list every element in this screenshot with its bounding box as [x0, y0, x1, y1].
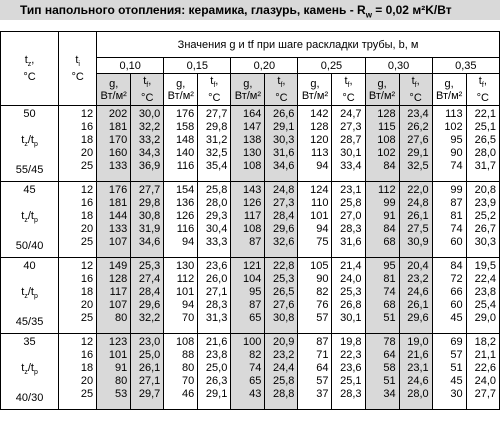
value-column: 18,2 21,1 22,6 24,0 27,7	[466, 334, 499, 410]
table-title	[0, 0, 500, 20]
value-column: 124 110 101 94 75	[298, 182, 332, 258]
tf-unit-header: $t_f$, °C	[399, 74, 432, 106]
block-ti: 12 16 18 20 25	[59, 258, 97, 334]
value-column: 26,6 29,1 30,3 31,6 34,6	[265, 106, 298, 182]
tf-unit-header: $t_f$, °C	[131, 74, 164, 106]
value-column: 105 90 82 76 57	[298, 258, 332, 334]
value-column: 22,1 25,1 26,5 28,0 31,7	[466, 106, 499, 182]
spacing-3: 0,25	[298, 58, 365, 74]
tf-unit-header: $t_f$, °C	[265, 74, 298, 106]
block-ti: 12 16 18 20 25	[59, 182, 97, 258]
block-tz	[1, 258, 59, 334]
tz-label: $t_z$, °C	[23, 53, 36, 84]
value-column: 19,5 22,4 23,8 25,4 29,0	[466, 258, 499, 334]
tz-value: 40	[23, 260, 36, 272]
value-column: 149 128 117 107 80	[97, 258, 131, 334]
value-column: 23,0 25,0 26,1 27,1 29,7	[131, 334, 164, 410]
title-main: Тип напольного отопления: керамика, глазурь, камень - R	[20, 3, 366, 17]
g-unit-header: g, Вт/м²	[231, 74, 265, 106]
value-column: 154 136 126 116 94	[164, 182, 198, 258]
value-column: 22,0 24,8 26,1 27,5 30,9	[399, 182, 432, 258]
value-column: 25,8 28,0 29,3 30,4 33,3	[198, 182, 231, 258]
value-column: 20,9 23,2 24,4 25,8 28,8	[265, 334, 298, 410]
g-unit-header: g, Вт/м²	[298, 74, 332, 106]
tzp-value: 45/35	[15, 316, 44, 329]
value-column: 21,6 23,8 25,0 26,3 29,1	[198, 334, 231, 410]
spacing-caption: Значения g и tf при шаге раскладки трубы, b, м	[97, 32, 500, 58]
value-column: 100 82 74 65 43	[231, 334, 265, 410]
value-column: 23,4 26,2 27,6 29,1 32,5	[399, 106, 432, 182]
spacing-1: 0,15	[164, 58, 231, 74]
value-column: 21,4 24,0 25,3 26,8 30,1	[332, 258, 365, 334]
value-column: 142 128 120 113 94	[298, 106, 332, 182]
value-column: 87 71 64 57 37	[298, 334, 332, 410]
tzp-value: 55/45	[15, 164, 44, 177]
value-column: 176 181 144 133 107	[97, 182, 131, 258]
spacing-0: 0,10	[97, 58, 164, 74]
tf-unit-header: $t_f$, °C	[198, 74, 231, 106]
value-column: 121 104 95 87 65	[231, 258, 265, 334]
header-ti	[59, 32, 97, 106]
tz-value: 50	[23, 108, 36, 120]
value-column: 112 99 91 84 68	[365, 182, 399, 258]
value-column: 164 147 138 130 108	[231, 106, 265, 182]
ti-label: $t_i$ °C	[71, 53, 84, 84]
g-unit-header: g, Вт/м²	[365, 74, 399, 106]
value-column: 27,7 29,8 30,8 31,9 34,6	[131, 182, 164, 258]
value-column: 113 102 95 90 74	[432, 106, 466, 182]
value-column: 30,0 32,2 33,2 34,3 36,9	[131, 106, 164, 182]
value-column: 20,8 23,9 25,2 26,7 30,3	[466, 182, 499, 258]
value-column: 20,4 23,2 24,6 26,1 29,6	[399, 258, 432, 334]
tz-tp-label: $t_z/t_p$	[21, 134, 38, 149]
value-column: 19,0 21,6 23,1 24,6 28,0	[399, 334, 432, 410]
value-column: 23,1 25,8 27,0 28,3 31,6	[332, 182, 365, 258]
value-column: 69 57 51 45 30	[432, 334, 466, 410]
block-tz	[1, 334, 59, 410]
g-unit-header: g, Вт/м²	[97, 74, 131, 106]
value-column: 24,8 27,3 28,4 29,6 32,6	[265, 182, 298, 258]
heating-table	[0, 31, 500, 410]
title-sub: w	[365, 10, 372, 20]
value-column: 19,8 22,3 23,6 25,1 28,3	[332, 334, 365, 410]
tzp-value: 50/40	[15, 240, 44, 253]
tf-unit-header: $t_f$, °C	[466, 74, 499, 106]
tz-tp-label: $t_z/t_p$	[21, 210, 38, 225]
tz-tp-label: $t_z/t_p$	[21, 362, 38, 377]
value-column: 84 72 66 60 45	[432, 258, 466, 334]
g-unit-header: g, Вт/м²	[432, 74, 466, 106]
value-column: 202 181 170 160 133	[97, 106, 131, 182]
value-column: 123 101 91 80 53	[97, 334, 131, 410]
value-column: 176 158 148 140 116	[164, 106, 198, 182]
tzp-value: 40/30	[15, 392, 44, 405]
value-column: 25,3 27,4 28,4 29,6 32,2	[131, 258, 164, 334]
tf-unit-header: $t_f$, °C	[332, 74, 365, 106]
value-column: 108 88 80 70 46	[164, 334, 198, 410]
tz-value: 45	[23, 184, 36, 196]
tz-tp-label: $t_z/t_p$	[21, 286, 38, 301]
g-unit-header: g, Вт/м²	[164, 74, 198, 106]
value-column: 78 64 58 51 34	[365, 334, 399, 410]
spacing-5: 0,35	[432, 58, 499, 74]
value-column: 99 87 81 74 60	[432, 182, 466, 258]
block-tz	[1, 182, 59, 258]
value-column: 130 112 101 94 70	[164, 258, 198, 334]
value-column: 143 126 117 108 87	[231, 182, 265, 258]
value-column: 95 81 74 68 51	[365, 258, 399, 334]
spacing-2: 0,20	[231, 58, 298, 74]
value-column: 22,8 25,3 26,5 27,6 30,8	[265, 258, 298, 334]
title-tail: = 0,02 м²K/Вт	[371, 3, 452, 17]
spacing-4: 0,30	[365, 58, 432, 74]
block-ti: 12 16 18 20 25	[59, 106, 97, 182]
value-column: 128 115 108 102 84	[365, 106, 399, 182]
tz-value: 35	[23, 336, 36, 348]
header-tz	[1, 32, 59, 106]
value-column: 24,7 27,3 28,7 30,1 33,4	[332, 106, 365, 182]
block-ti: 12 16 18 20 25	[59, 334, 97, 410]
block-tz	[1, 106, 59, 182]
value-column: 23,6 26,0 27,1 28,3 31,3	[198, 258, 231, 334]
value-column: 27,7 29,8 31,2 32,5 35,4	[198, 106, 231, 182]
